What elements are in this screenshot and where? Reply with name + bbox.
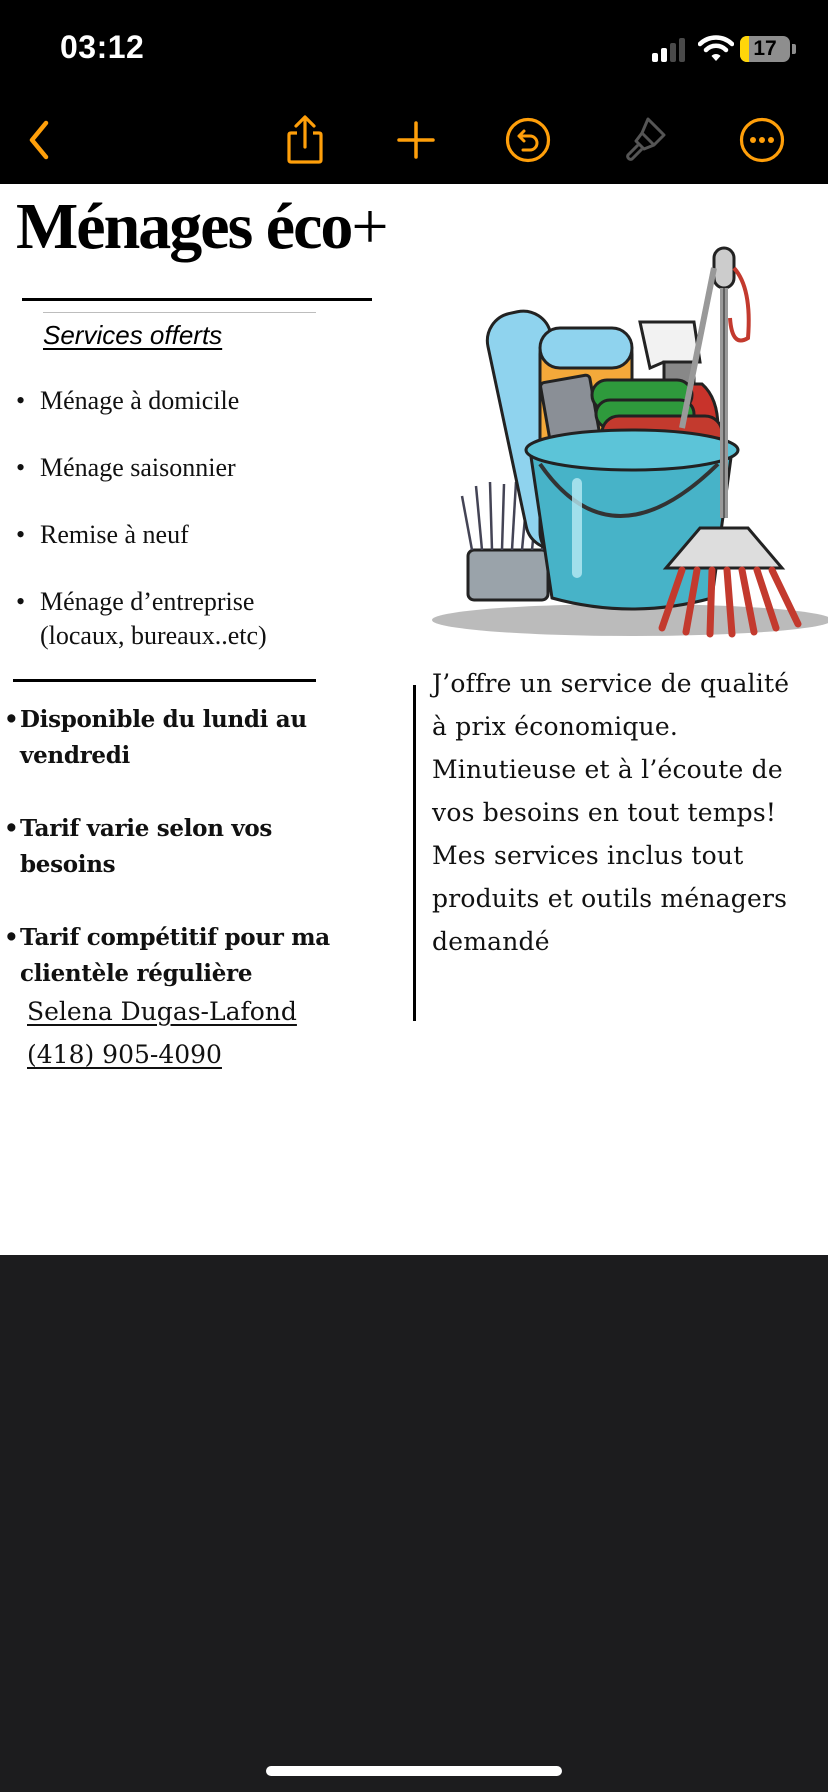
service-item: • Ménage saisonnier bbox=[14, 451, 334, 485]
toolbar bbox=[0, 95, 828, 184]
service-item: • Remise à neuf bbox=[14, 518, 334, 552]
document-page[interactable] bbox=[0, 184, 828, 1255]
battery-tip bbox=[792, 44, 796, 54]
section-heading: Services offerts bbox=[43, 320, 223, 350]
status-time: 03:12 bbox=[60, 29, 145, 65]
contact-name: Selena Dugas-Lafond bbox=[27, 997, 297, 1026]
more-button[interactable] bbox=[735, 113, 789, 167]
document-title bbox=[16, 190, 387, 263]
undo-icon bbox=[505, 117, 551, 163]
paintbrush-icon bbox=[622, 115, 670, 165]
plus-icon bbox=[396, 120, 436, 160]
format-button[interactable] bbox=[619, 113, 673, 167]
home-indicator[interactable] bbox=[266, 1766, 562, 1776]
title-suffix: + bbox=[351, 190, 387, 263]
ellipsis-circle-icon bbox=[739, 117, 785, 163]
vertical-divider bbox=[413, 685, 416, 1021]
share-button[interactable] bbox=[278, 113, 332, 167]
service-item: • Ménage d’entreprise (locaux, bureaux..etc) bbox=[14, 585, 334, 653]
cleaning-supplies-illustration[interactable] bbox=[432, 228, 828, 648]
signal-icon bbox=[652, 38, 688, 62]
divider-thin bbox=[43, 312, 316, 313]
back-button[interactable] bbox=[12, 113, 66, 167]
status-bar bbox=[0, 0, 828, 95]
undo-button[interactable] bbox=[501, 113, 555, 167]
share-icon bbox=[283, 115, 327, 165]
contact-block bbox=[27, 990, 297, 1076]
info-item: • Disponible du lundi au vendredi bbox=[2, 702, 332, 774]
divider bbox=[13, 679, 316, 682]
contact-phone: (418) 905-4090 bbox=[27, 1040, 222, 1069]
chevron-left-icon bbox=[24, 119, 54, 161]
insert-button[interactable] bbox=[389, 113, 443, 167]
divider bbox=[22, 298, 372, 301]
info-list bbox=[2, 702, 332, 1029]
info-item: • Tarif compétitif pour ma clientèle régulière bbox=[2, 920, 332, 992]
battery-icon bbox=[740, 36, 790, 62]
title-text: Ménages éco bbox=[16, 190, 352, 263]
service-item: • Ménage à domicile bbox=[14, 384, 334, 418]
info-item: • Tarif varie selon vos besoins bbox=[2, 811, 332, 883]
services-list bbox=[14, 384, 334, 686]
description-text: J’offre un service de qualité à prix économique. Minutieuse et à l’écoute de vos besoins en tout temps! Mes services inclus tout produits et outils ménagers demandé bbox=[432, 669, 790, 956]
battery-percent: 17 bbox=[753, 37, 777, 60]
bucket-icon bbox=[526, 430, 738, 609]
wifi-icon bbox=[698, 34, 734, 62]
